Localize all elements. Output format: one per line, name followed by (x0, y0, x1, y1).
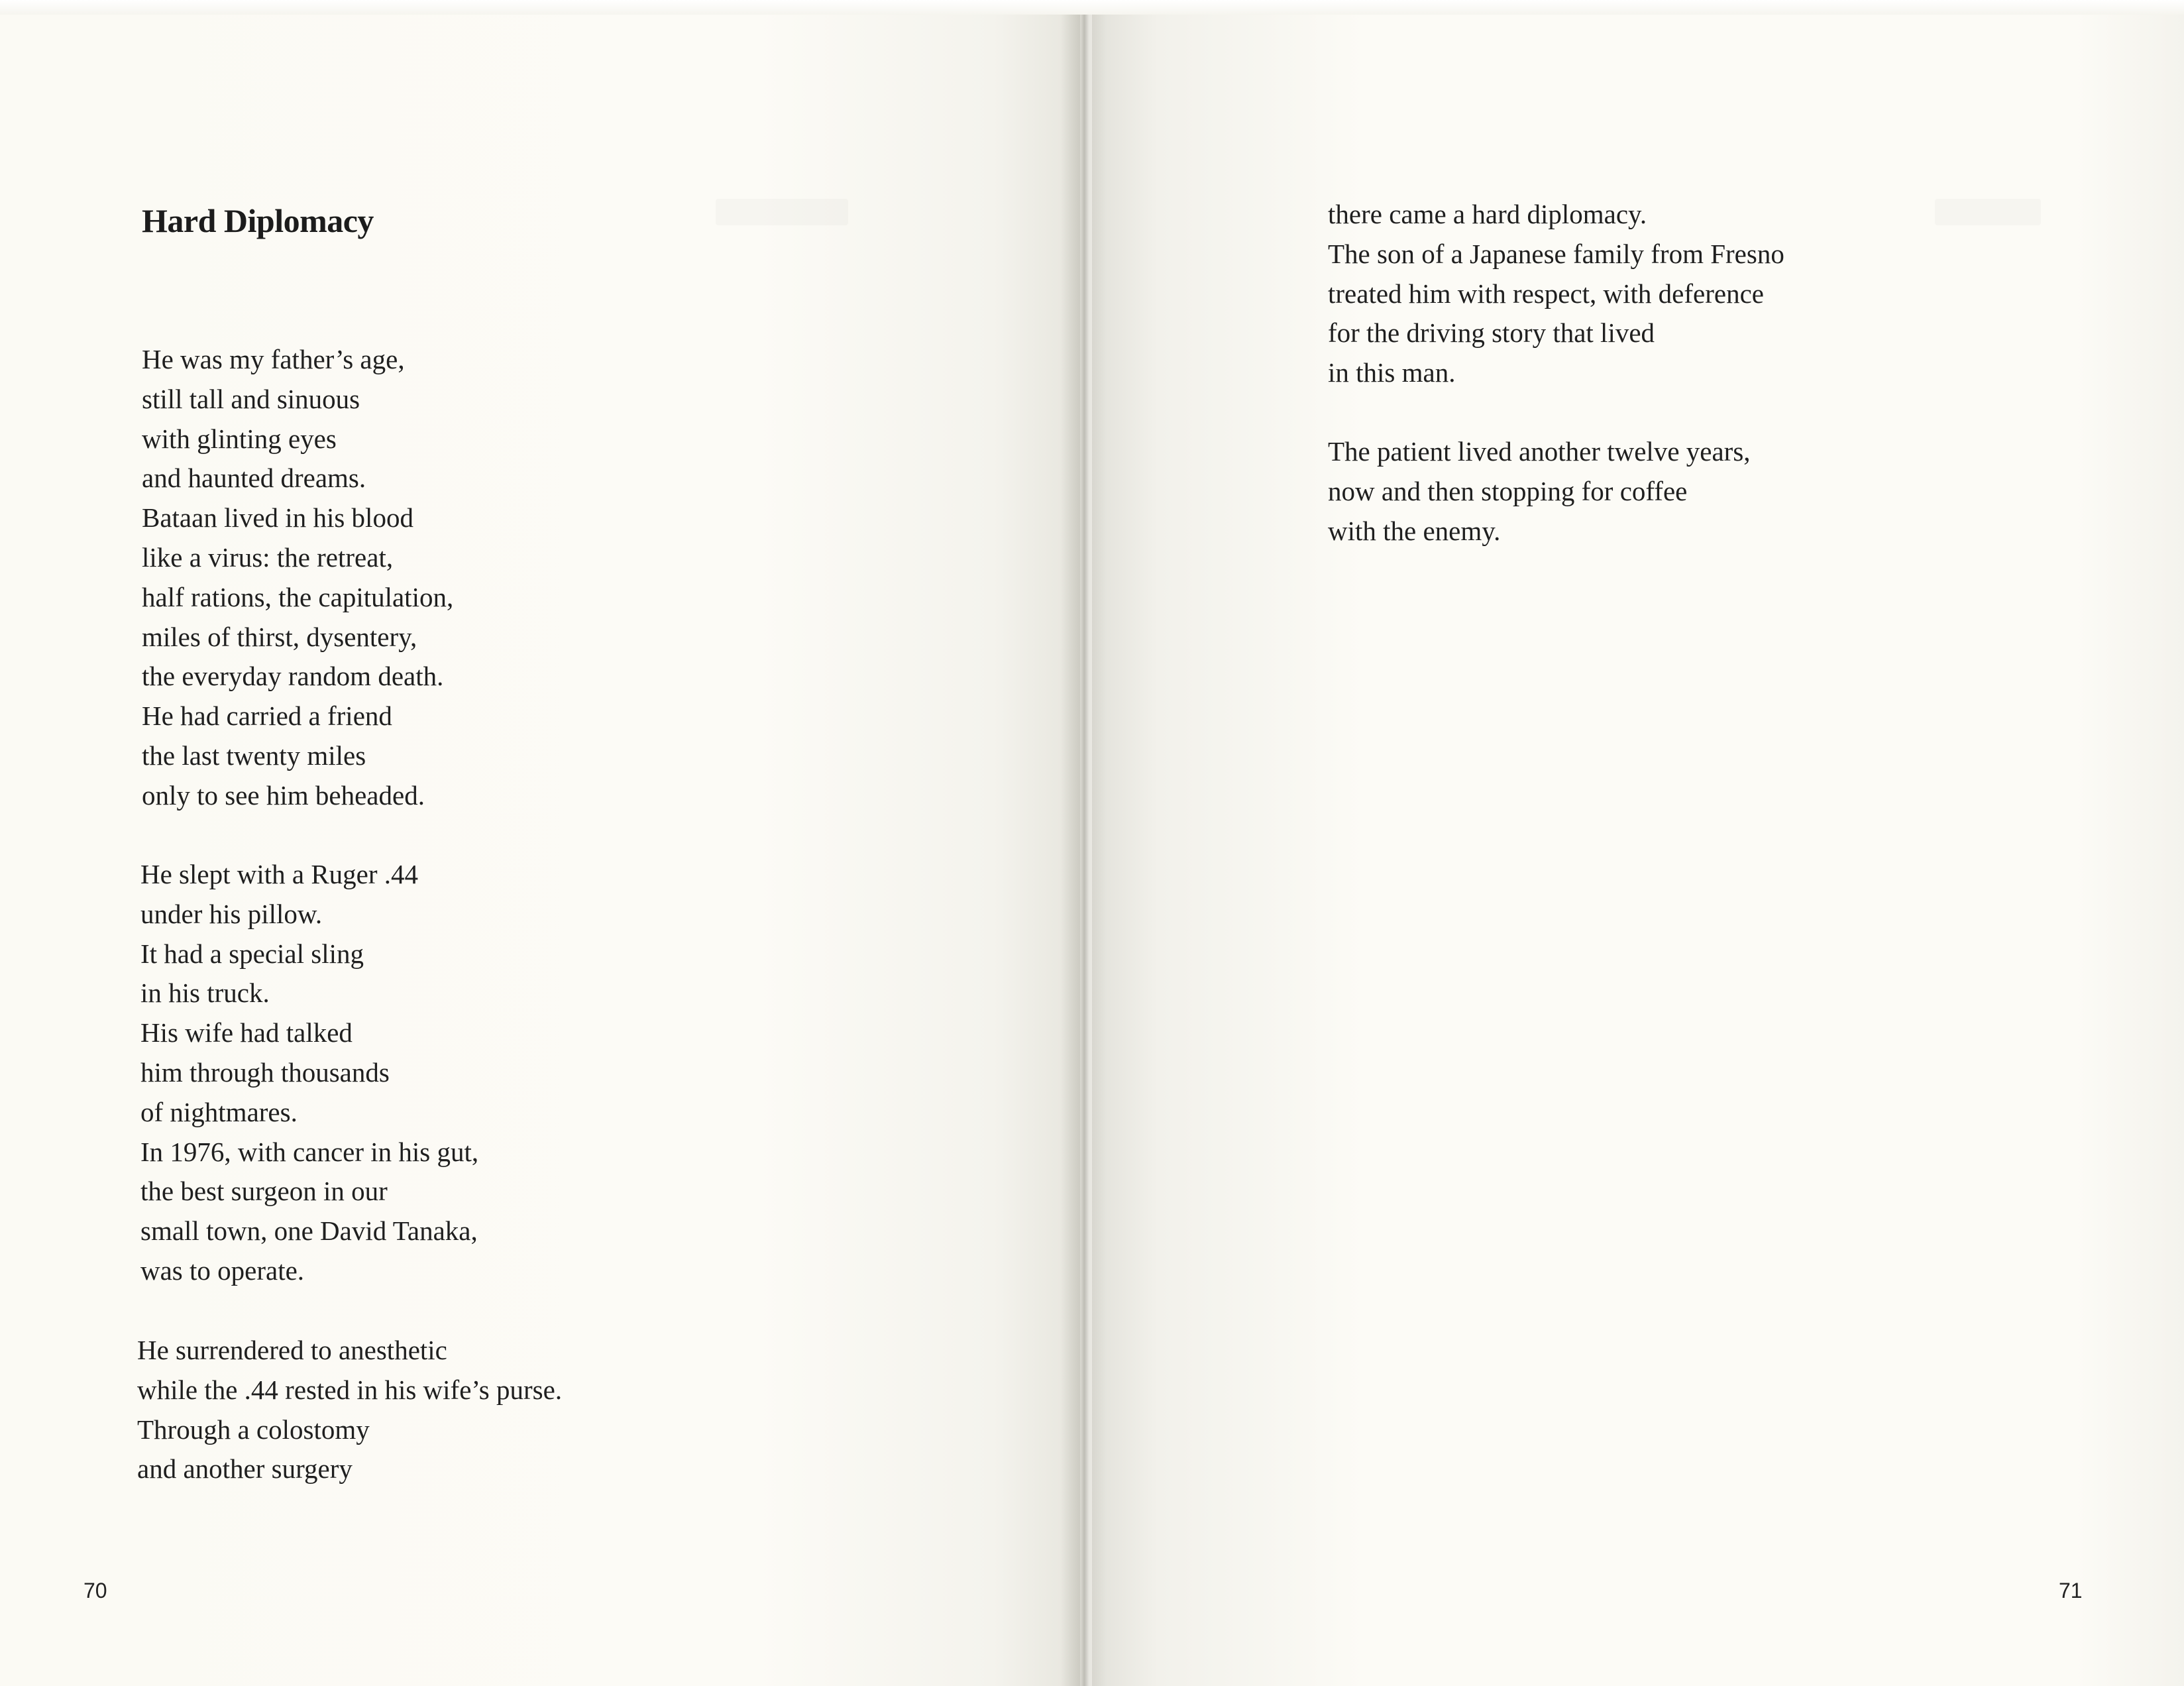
poem-line: now and then stopping for coffee (1328, 475, 1688, 506)
poem-line: was to operate. (140, 1255, 305, 1286)
poem-line: His wife had talked (140, 1017, 353, 1048)
poem-line: and haunted dreams. (142, 463, 366, 494)
stanza-5 (1328, 432, 1751, 551)
poem-line: still tall and sinuous (142, 383, 360, 414)
poem-line: him through thousands (140, 1056, 390, 1088)
poem-line: treated him with respect, with deference (1328, 278, 1764, 309)
poem-line: like a virus: the retreat, (142, 541, 394, 573)
poem-line: It had a special sling (140, 938, 364, 969)
poem-line: there came a hard diplomacy. (1328, 199, 1647, 229)
poem-line: under his pillow. (140, 898, 323, 929)
poem-line: while the .44 rested in his wife’s purse. (137, 1374, 563, 1405)
poem-line: He slept with a Ruger .44 (140, 859, 419, 889)
poem-title: Hard Diplomacy (142, 202, 374, 239)
poem-line: for the driving story that lived (1328, 317, 1655, 349)
book-gutter-shadow (1060, 15, 1107, 1686)
poem-line: and another surgery (137, 1453, 353, 1485)
stanza-3 (137, 1331, 562, 1489)
poem-line: with the enemy. (1328, 515, 1501, 546)
poem-line: the everyday random death. (142, 661, 444, 692)
stanza-2 (140, 855, 478, 1291)
poem-line: He surrendered to anesthetic (137, 1335, 447, 1365)
poem-line: miles of thirst, dysentery, (142, 621, 417, 652)
poem-line: in his truck. (140, 978, 270, 1009)
poem-line: with glinting eyes (142, 423, 337, 454)
scan-top-edge (0, 0, 2184, 15)
poem-line: In 1976, with cancer in his gut, (140, 1136, 479, 1167)
poem-line: He was my father’s age, (142, 344, 405, 374)
poem-line: Through a colostomy (137, 1414, 370, 1445)
bleed-through-texture (716, 199, 848, 225)
poem-line: He had carried a friend (142, 701, 392, 732)
poem-line: of nightmares. (140, 1096, 298, 1127)
poem-line: small town, one David Tanaka, (140, 1215, 478, 1247)
stanza-1 (142, 340, 453, 816)
page-number-right: 71 (2059, 1579, 2083, 1602)
poem-line: The son of a Japanese family from Fresno (1328, 238, 1784, 269)
poem-line: the last twenty miles (142, 740, 366, 771)
poem-line: in this man. (1328, 357, 1456, 388)
bleed-through-texture (1935, 199, 2041, 225)
poem-line: the best surgeon in our (140, 1176, 388, 1207)
page-number-left: 70 (83, 1579, 107, 1602)
poem-line: half rations, the capitulation, (142, 581, 454, 612)
stanza-4 (1328, 195, 1784, 393)
poem-line: The patient lived another twelve years, (1328, 436, 1751, 467)
poem-line: Bataan lived in his blood (142, 502, 413, 534)
poem-line: only to see him beheaded. (142, 779, 425, 811)
